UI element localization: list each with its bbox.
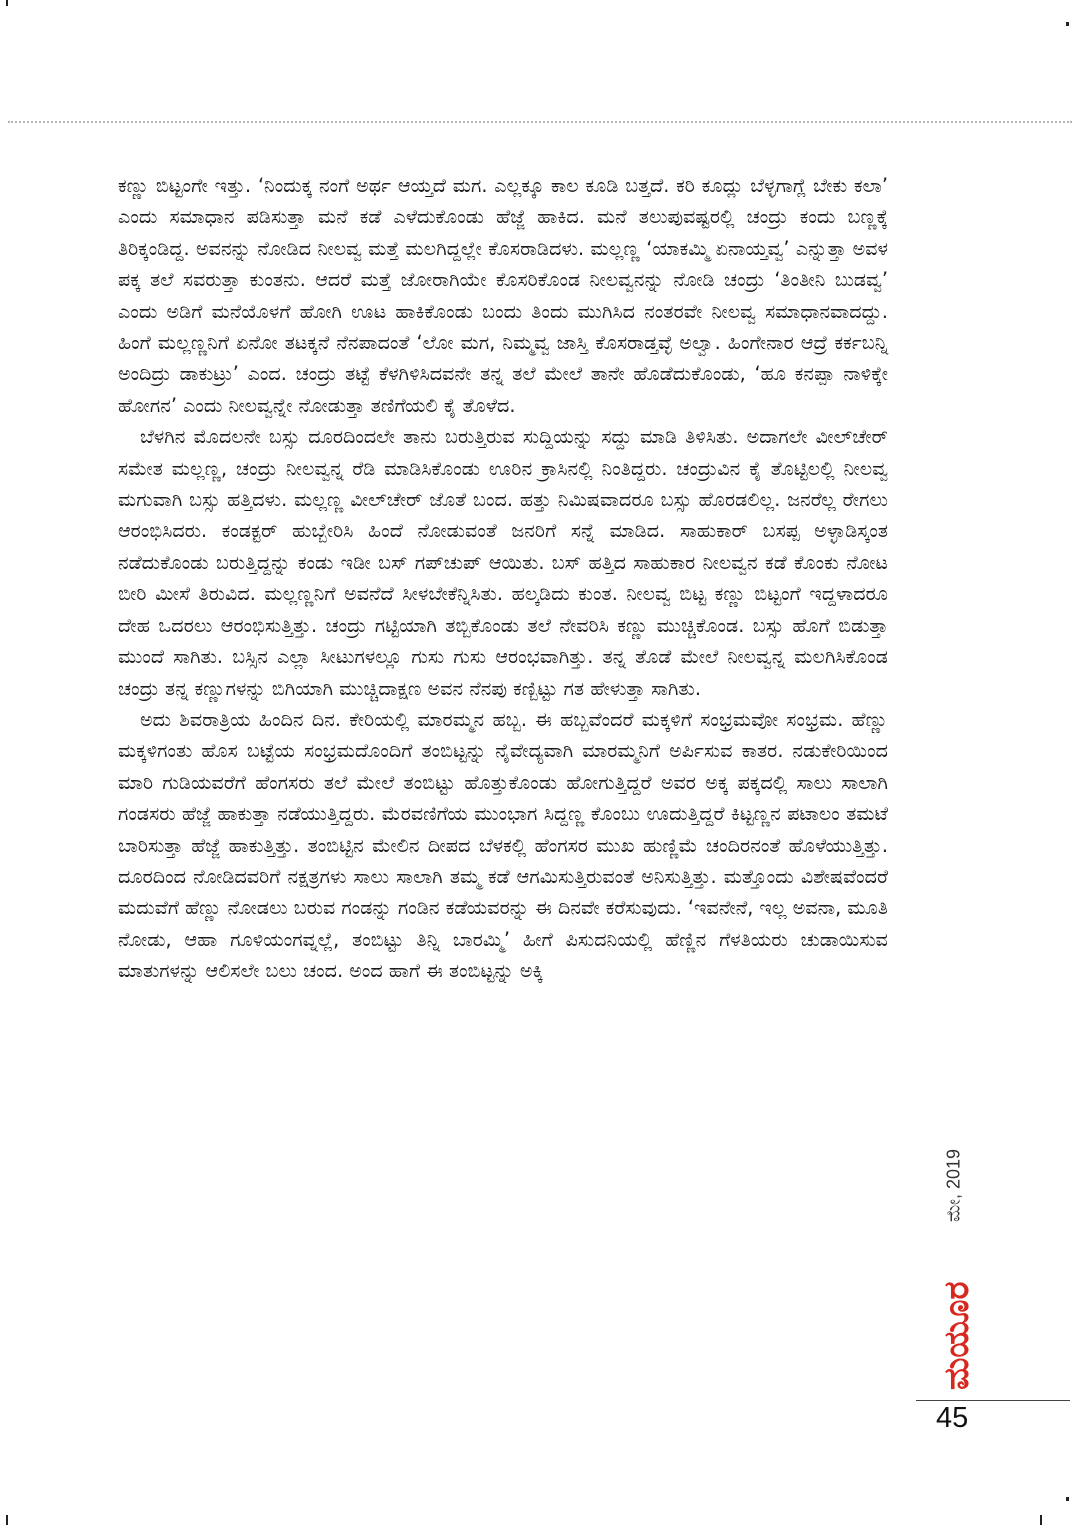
crop-mark-right-edge [1066, 1497, 1069, 1501]
crop-mark-bottom-right [1040, 1515, 1042, 1525]
article-body [118, 170, 888, 987]
crop-mark-top-left [6, 0, 8, 6]
crop-mark-top-right [1066, 22, 1069, 26]
header-dotted-rule [8, 121, 1072, 123]
magazine-logo-text: ಮಯೂರ [937, 1281, 977, 1390]
mayura-logo-icon [930, 1260, 978, 1395]
magazine-logo [930, 1260, 978, 1395]
issue-date-text: ಮೇ, 2019 [943, 1148, 964, 1223]
article-paragraph-1: ಕಣ್ಣು ಬಿಟ್ಟಂಗೇ ಇತ್ತು. ‘ನಿಂದುಕ್ಕ ನಂಗೆ ಅರ್ಥ ಆಯ್ತದೆ ಮಗ. ಎಲ್ಲಕ್ಕೂ ಕಾಲ ಕೂಡಿ ಬತ್ತದೆ. ಕರಿ ಕೂದ್ಲು ಬೆಳ್ಳಗಾಗ್ಲೆ ಬೇಕು ಕಲಾ’ ಎಂದು ಸಮಾಧಾನ ಪಡಿಸುತ್ತಾ ಮನೆ ಕಡೆ ಎಳೆದುಕೊಂಡು ಹೆಜ್ಜೆ ಹಾಕಿದ. ಮನೆ ತಲುಪುವಷ್ಟರಲ್ಲಿ ಚಂದ್ರು ಕಂದು ಬಣ್ಣಕ್ಕೆ ತಿರಿಕ್ಕಂಡಿದ್ದ. ಅವನನ್ನು ನೋಡಿದ ನೀಲವ್ವ ಮತ್ತೆ ಮಲಗಿದ್ದಲ್ಲೇ ಕೊಸರಾಡಿದಳು. ಮಲ್ಲಣ್ಣ ‘ಯಾಕಮ್ಮಿ ಏನಾಯ್ತವ್ವ’ ಎನ್ನುತ್ತಾ ಅವಳ ಪಕ್ಕ ತಲೆ ಸವರುತ್ತಾ ಕುಂತನು. ಆದರೆ ಮತ್ತೆ ಜೋರಾಗಿಯೇ ಕೊಸರಿಕೊಂಡ ನೀಲವ್ವನನ್ನು ನೋಡಿ ಚಂದ್ರು ‘ತಿಂತೀನಿ ಬುಡವ್ವ’ ಎಂದು ಅಡಿಗೆ ಮನೆಯೊಳಗೆ ಹೋಗಿ ಊಟ ಹಾಕಿಕೊಂಡು ಬಂದು ತಿಂದು ಮುಗಿಸಿದ ನಂತರವೇ ನೀಲವ್ವ ಸಮಾಧಾನವಾದದ್ದು. ಹಿಂಗೆ ಮಲ್ಲಣ್ಣನಿಗೆ ಏನೋ ತಟಕ್ಕನೆ ನೆನಪಾದಂತೆ ‘ಲೋ ಮಗ, ನಿಮ್ಮವ್ವ ಜಾಸ್ತಿ ಕೊಸರಾಡ್ತವ್ಳೆ ಅಲ್ವಾ. ಹಿಂಗೇನಾರ ಆದ್ರೆ ಕರ್ಕಬನ್ನಿ ಅಂದಿದ್ರು ಡಾಕುಟ್ರು’ ಎಂದ. ಚಂದ್ರು ತಟ್ಟೆ ಕೆಳಗಿಳಿಸಿದವನೇ ತನ್ನ ತಲೆ ಮೇಲೆ ತಾನೇ ಹೊಡೆದುಕೊಂಡು, ‘ಹೂ ಕನಪ್ಪಾ ನಾಳಿಕ್ಕೇ ಹೋಗನ’ ಎಂದು ನೀಲವ್ವನ್ನೇ ನೋಡುತ್ತಾ ತಣಿಗೆಯಲಿ ಕೈ ತೊಳೆದ. [118, 174, 888, 417]
crop-mark-bottom-left [6, 1515, 8, 1525]
article-paragraph-2: ಬೆಳಗಿನ ಮೊದಲನೇ ಬಸ್ಸು ದೂರದಿಂದಲೇ ತಾನು ಬರುತ್ತಿರುವ ಸುದ್ದಿಯನ್ನು ಸದ್ದು ಮಾಡಿ ತಿಳಿಸಿತು. ಅದಾಗಲೇ ವೀಲ್‌ಚೇರ್ ಸಮೇತ ಮಲ್ಲಣ್ಣ, ಚಂದ್ರು ನೀಲವ್ವನ್ನ ರೆಡಿ ಮಾಡಿಸಿಕೊಂಡು ಊರಿನ ಕ್ರಾಸಿನಲ್ಲಿ ನಿಂತಿದ್ದರು. ಚಂದ್ರುವಿನ ಕೈ ತೊಟ್ಟಿಲಲ್ಲಿ ನೀಲವ್ವ ಮಗುವಾಗಿ ಬಸ್ಸು ಹತ್ತಿದಳು. ಮಲ್ಲಣ್ಣ ವೀಲ್‌ಚೇರ್ ಜೊತೆ ಬಂದ. ಹತ್ತು ನಿಮಿಷವಾದರೂ ಬಸ್ಸು ಹೊರಡಲಿಲ್ಲ. ಜನರೆಲ್ಲ ರೇಗಲು ಆರಂಭಿಸಿದರು. ಕಂಡಕ್ಟರ್ ಹುಬ್ಬೇರಿಸಿ ಹಿಂದೆ ನೋಡುವಂತೆ ಜನರಿಗೆ ಸನ್ನೆ ಮಾಡಿದ. ಸಾಹುಕಾರ್ ಬಸಪ್ಪ ಅಳ್ಳಾಡಿಸ್ಕಂತ ನಡೆದುಕೊಂಡು ಬರುತ್ತಿದ್ದನ್ನು ಕಂಡು ಇಡೀ ಬಸ್ ಗಪ್‌ಚುಪ್ ಆಯಿತು. ಬಸ್ ಹತ್ತಿದ ಸಾಹುಕಾರ ನೀಲವ್ವನ ಕಡೆ ಕೊಂಕು ನೋಟ ಬೀರಿ ಮೀಸೆ ತಿರುವಿದ. ಮಲ್ಲಣ್ಣನಿಗೆ ಅವನೆದೆ ಸೀಳಬೇಕೆನ್ನಿಸಿತು. ಹಲ್ಕಡಿದು ಕುಂತ. ನೀಲವ್ವ ಬಿಟ್ಟ ಕಣ್ಣು ಬಿಟ್ಟಂಗೆ ಇದ್ದಳಾದರೂ ದೇಹ ಒದರಲು ಆರಂಭಿಸುತ್ತಿತ್ತು. ಚಂದ್ರು ಗಟ್ಟಿಯಾಗಿ ತಬ್ಬಿಕೊಂಡು ತಲೆ ನೇವರಿಸಿ ಕಣ್ಣು ಮುಚ್ಚಿಕೊಂಡ. ಬಸ್ಸು ಹೊಗೆ ಬಿಡುತ್ತಾ ಮುಂದೆ ಸಾಗಿತು. ಬಸ್ಸಿನ ಎಲ್ಲಾ ಸೀಟುಗಳಲ್ಲೂ ಗುಸು ಗುಸು ಆರಂಭವಾಗಿತ್ತು. ತನ್ನ ತೊಡೆ ಮೇಲೆ ನೀಲವ್ವನ್ನ ಮಲಗಿಸಿಕೊಂಡ ಚಂದ್ರು ತನ್ನ ಕಣ್ಣುಗಳನ್ನು ಬಿಗಿಯಾಗಿ ಮುಚ್ಚಿದಾಕ್ಷಣ ಅವನ ನೆನಪು ಕಣ್ಬಿಟ್ಟು ಗತ ಹೇಳುತ್ತಾ ಸಾಗಿತು. [118, 425, 888, 700]
page-number: 45 [936, 1402, 969, 1434]
article-paragraph-3: ಅದು ಶಿವರಾತ್ರಿಯ ಹಿಂದಿನ ದಿನ. ಕೇರಿಯಲ್ಲಿ ಮಾರಮ್ಮನ ಹಬ್ಬ. ಈ ಹಬ್ಬವೆಂದರೆ ಮಕ್ಕಳಿಗೆ ಸಂಭ್ರಮವೋ ಸಂಭ್ರಮ. ಹೆಣ್ಣು ಮಕ್ಕಳಿಗಂತು ಹೊಸ ಬಟ್ಟೆಯ ಸಂಭ್ರಮದೊಂದಿಗೆ ತಂಬಿಟ್ಟನ್ನು ನೈವೇದ್ಯವಾಗಿ ಮಾರಮ್ಮನಿಗೆ ಅರ್ಪಿಸುವ ಕಾತರ. ನಡುಕೇರಿಯಿಂದ ಮಾರಿ ಗುಡಿಯವರೆಗೆ ಹೆಂಗಸರು ತಲೆ ಮೇಲೆ ತಂಬಿಟ್ಟು ಹೊತ್ತುಕೊಂಡು ಹೋಗುತ್ತಿದ್ದರೆ ಅವರ ಅಕ್ಕ ಪಕ್ಕದಲ್ಲಿ ಸಾಲು ಸಾಲಾಗಿ ಗಂಡಸರು ಹೆಜ್ಜೆ ಹಾಕುತ್ತಾ ನಡೆಯುತ್ತಿದ್ದರು. ಮೆರವಣಿಗೆಯ ಮುಂಭಾಗ ಸಿದ್ದಣ್ಣ ಕೊಂಬು ಊದುತ್ತಿದ್ದರೆ ಕಿಟ್ಟಣ್ಣನ ಪಟಾಲಂ ತಮಟೆ ಬಾರಿಸುತ್ತಾ ಹೆಜ್ಜೆ ಹಾಕುತ್ತಿತ್ತು. ತಂಬಿಟ್ಟಿನ ಮೇಲಿನ ದೀಪದ ಬೆಳಕಲ್ಲಿ ಹೆಂಗಸರ ಮುಖ ಹುಣ್ಣಿಮೆ ಚಂದಿರನಂತೆ ಹೊಳೆಯುತ್ತಿತ್ತು. ದೂರದಿಂದ ನೋಡಿದವರಿಗೆ ನಕ್ಷತ್ರಗಳು ಸಾಲು ಸಾಲಾಗಿ ತಮ್ಮ ಕಡೆ ಆಗಮಿಸುತ್ತಿರುವಂತೆ ಅನಿಸುತ್ತಿತ್ತು. ಮತ್ತೊಂದು ವಿಶೇಷವೆಂದರೆ ಮದುವೆಗೆ ಹೆಣ್ಣು ನೋಡಲು ಬರುವ ಗಂಡನ್ನು ಗಂಡಿನ ಕಡೆಯವರನ್ನು ಈ ದಿನವೇ ಕರೆಸುವುದು. ‘ಇವನೇನೆ, ಇಲ್ಲ ಅವನಾ, ಮೂತಿ ನೋಡು, ಆಹಾ ಗೂಳಿಯಂಗವ್ನಲ್ಲೆ, ತಂಬಿಟ್ಟು ತಿನ್ನಿ ಬಾರಮ್ಮಿ’ ಹೀಗೆ ಪಿಸುದನಿಯಲ್ಲಿ ಹೆಣ್ಣಿನ ಗೆಳತಿಯರು ಚುಡಾಯಿಸುವ ಮಾತುಗಳನ್ನು ಆಲಿಸಲೇ ಬಲು ಚಂದ. ಅಂದ ಹಾಗೆ ಈ ತಂಬಿಟ್ಟನ್ನು ಅಕ್ಕಿ [118, 707, 888, 983]
footer-rule [916, 1400, 1070, 1401]
